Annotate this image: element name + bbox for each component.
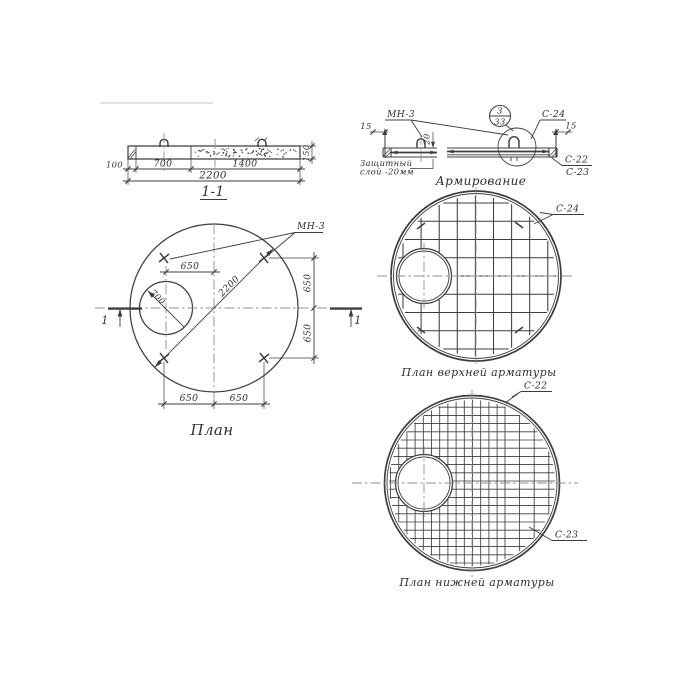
dim-20: 20: [421, 133, 432, 145]
dim-700: 700: [153, 158, 173, 170]
upper-reinforcement-plan: [377, 187, 584, 379]
balloon-numerator: 3: [497, 105, 503, 116]
label-c24: С-24: [556, 203, 580, 215]
label-c23: С-23: [555, 529, 579, 541]
label-c22: С-22: [524, 380, 548, 392]
label-c23: С-23: [566, 167, 590, 178]
detail-title: Армирование: [435, 174, 527, 188]
dim-650-top: 650: [180, 261, 200, 272]
label-c22: С-22: [565, 154, 589, 166]
dim-650-bottom-right: 650: [229, 393, 249, 404]
section-view-1-1: [106, 133, 316, 200]
dim-1400: 1400: [232, 158, 258, 170]
dim-2200: 2200: [199, 170, 227, 182]
section-mark-left: 1: [101, 314, 109, 327]
plan-view: [95, 221, 362, 439]
label-c24: С-24: [542, 109, 566, 120]
dim-650-right-upper: 650: [302, 273, 314, 293]
lower-plan-title: План нижней арматуры: [399, 576, 555, 589]
dim-650-bottom-left: 650: [179, 393, 199, 404]
dim-15-right: 15: [565, 120, 577, 131]
lifting-loop-icon: [509, 137, 519, 148]
concrete-texture: [195, 148, 291, 158]
section-title: 1-1: [201, 184, 225, 200]
dim-thickness: 150: [301, 144, 311, 162]
dim-15-left: 15: [360, 121, 372, 131]
section-mark-right: 1: [354, 314, 362, 327]
dim-650-right-lower: 650: [302, 323, 314, 343]
dim-hole-700: 700: [148, 287, 168, 307]
label-mn3: МН-3: [387, 109, 415, 120]
lower-reinforcement-plan: [352, 381, 587, 590]
upper-plan-title: План верхней арматуры: [401, 366, 557, 379]
reinforcement-detail: [360, 106, 592, 189]
protective-layer-note-2: слой -20мм: [360, 166, 415, 177]
label-mn3: МН-3: [297, 221, 325, 232]
dim-diameter-2200: 2200: [216, 273, 242, 299]
balloon-denominator: 33: [494, 116, 506, 127]
protective-layer-note-1: Защитный: [360, 158, 413, 168]
dim-100: 100: [106, 159, 124, 170]
plan-title: План: [190, 421, 234, 439]
